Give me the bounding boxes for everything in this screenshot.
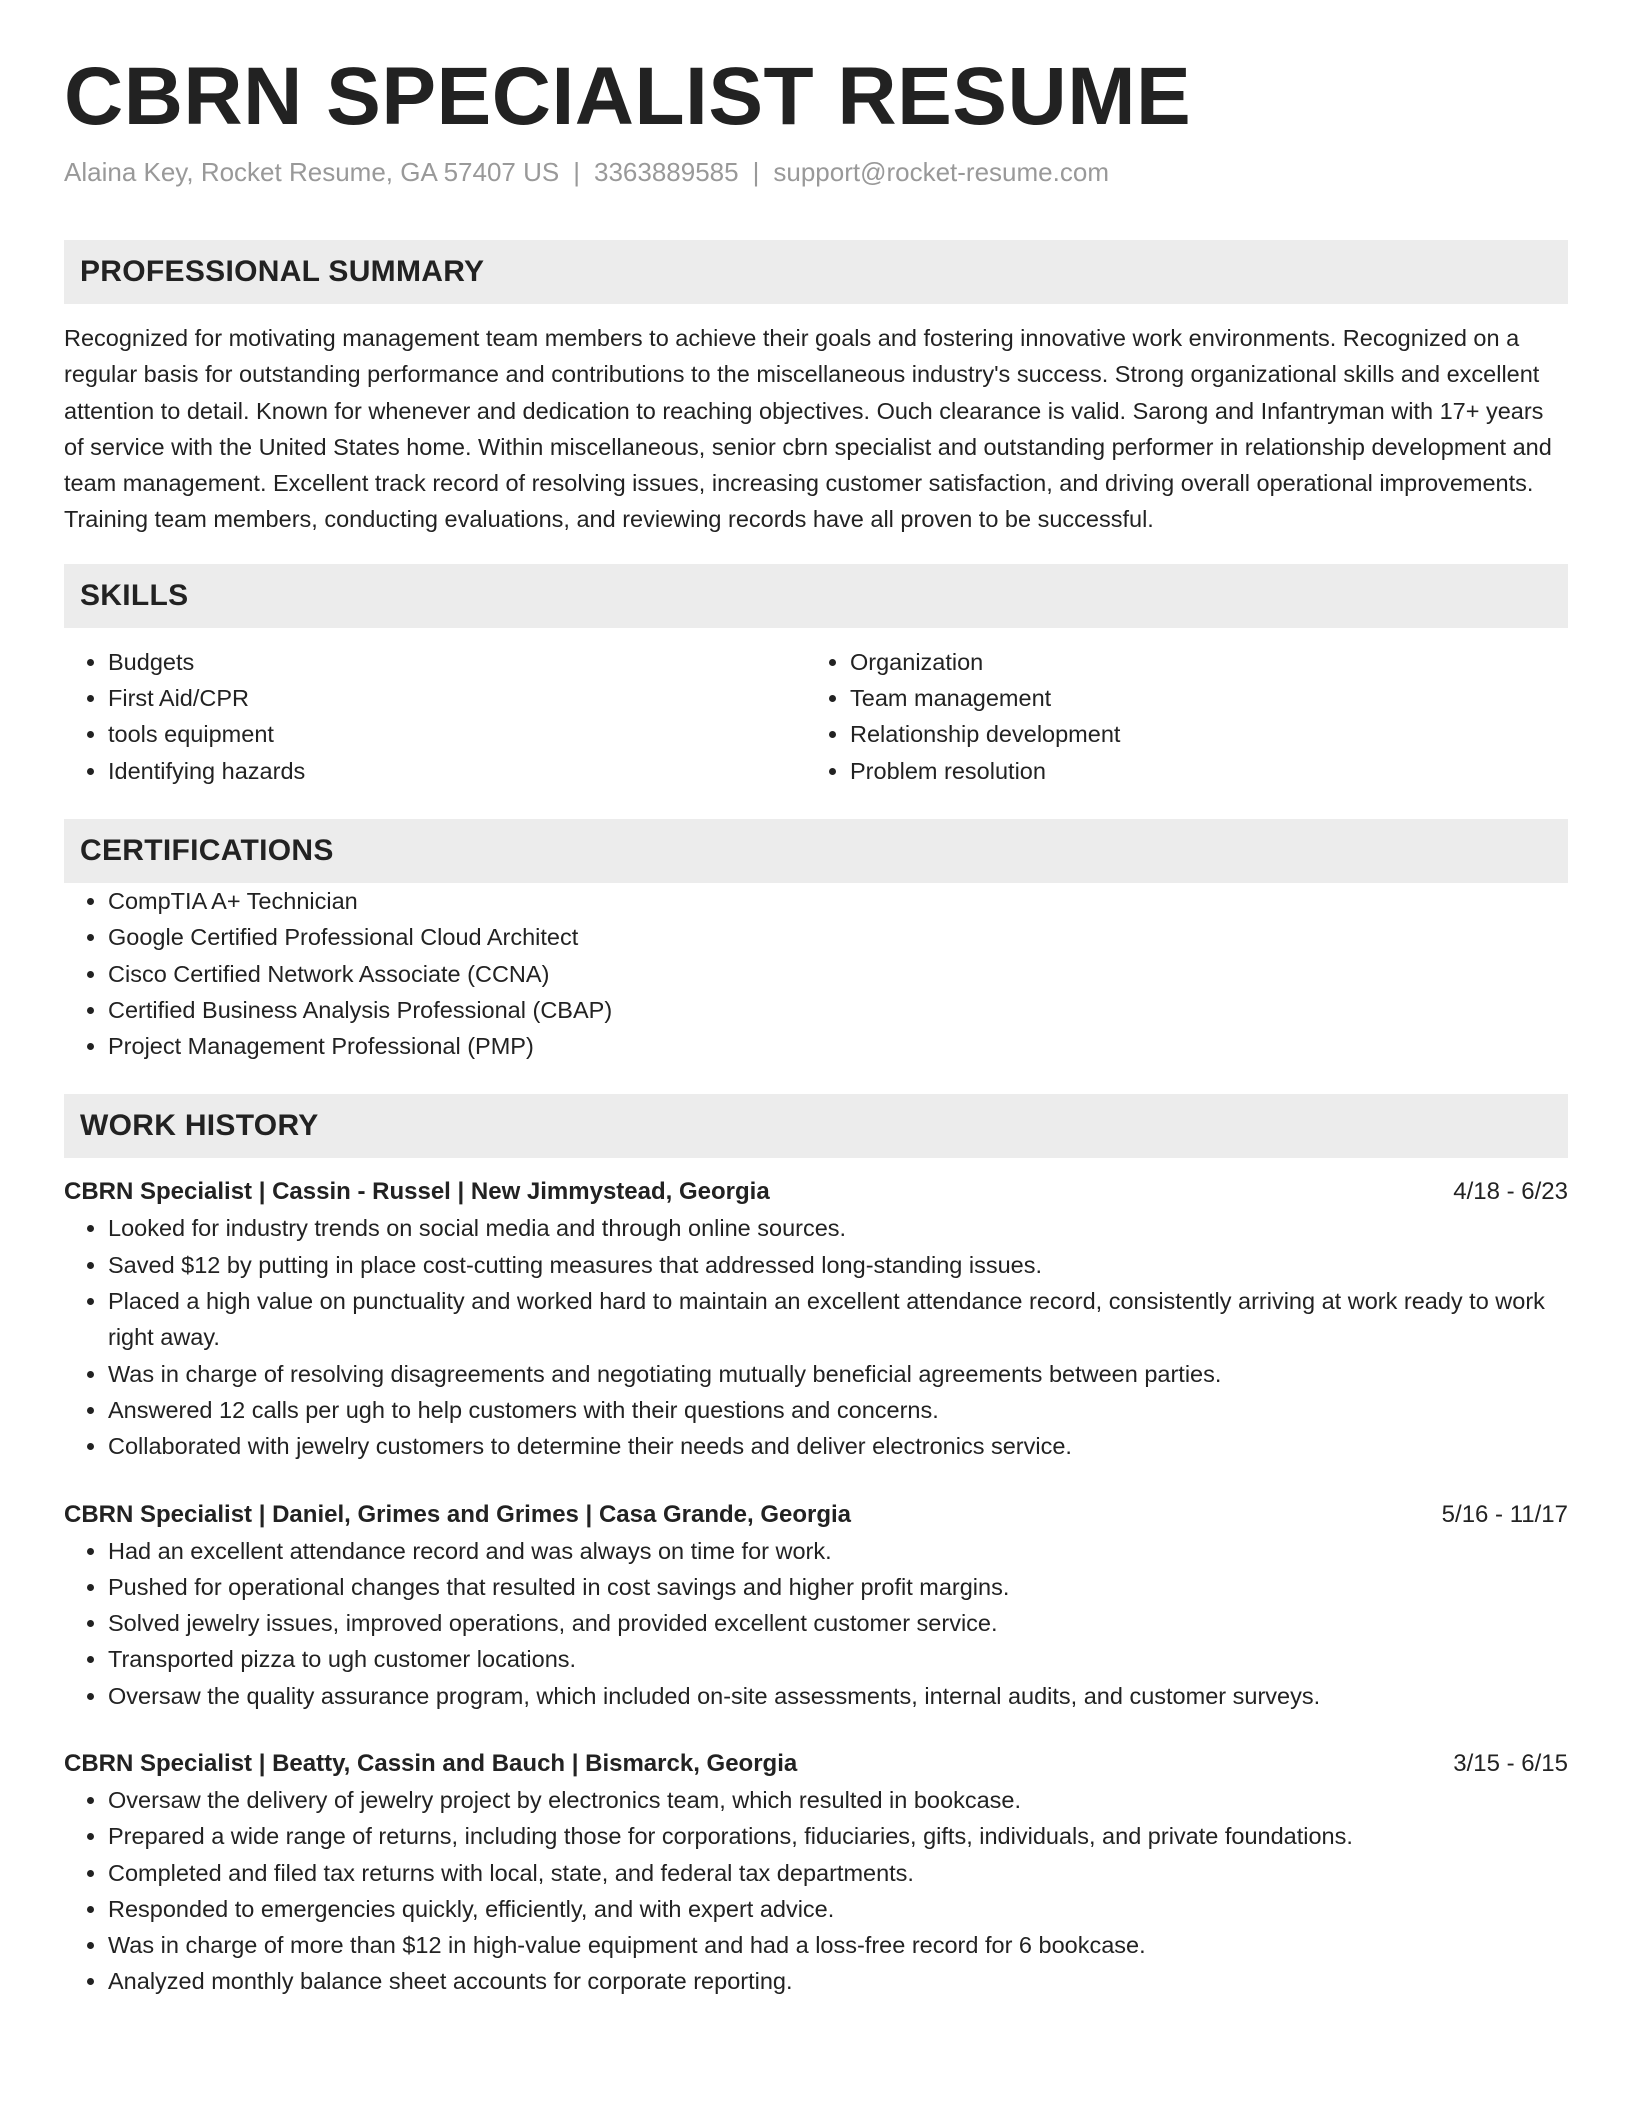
- job-bullet-list: [64, 1533, 1568, 1714]
- job-bullet: • Oversaw the quality assurance program, which included on-site assessments, internal audits, and customer surveys.: [108, 1678, 1568, 1714]
- job-title: CBRN Specialist | Cassin - Russel | New Jimmystead, Georgia: [64, 1178, 770, 1206]
- job-bullet: • Collaborated with jewelry customers to determine their needs and deliver electronics service.: [108, 1428, 1568, 1464]
- certification-item: • Google Certified Professional Cloud Architect: [108, 919, 1568, 955]
- job-bullet: • Transported pizza to ugh customer locations.: [108, 1641, 1568, 1677]
- skill-item: • First Aid/CPR: [108, 680, 806, 716]
- job-dates: 5/16 - 11/17: [1441, 1500, 1568, 1528]
- skills-column-right: [806, 644, 1548, 789]
- job-bullet: • Solved jewelry issues, improved operations, and provided excellent customer service.: [108, 1605, 1568, 1641]
- job-bullet: • Analyzed monthly balance sheet accounts for corporate reporting.: [108, 1963, 1568, 1999]
- section-heading-skills: SKILLS: [64, 564, 1568, 628]
- skill-item: • Organization: [850, 644, 1548, 680]
- section-heading-summary: PROFESSIONAL SUMMARY: [64, 240, 1568, 304]
- job-bullet: • Had an excellent attendance record and was always on time for work.: [108, 1533, 1568, 1569]
- certification-item: • Project Management Professional (PMP): [108, 1028, 1568, 1064]
- skills-list-right: [806, 644, 1548, 789]
- job-bullet: • Answered 12 calls per ugh to help customers with their questions and concerns.: [108, 1392, 1568, 1428]
- section-heading-work-history: WORK HISTORY: [64, 1094, 1568, 1158]
- contact-separator: |: [752, 157, 760, 188]
- contact-line: [64, 156, 1568, 190]
- job-bullet: • Prepared a wide range of returns, including those for corporations, fiduciaries, gifts, individuals, and private foundations.: [108, 1818, 1568, 1854]
- job-title: CBRN Specialist | Daniel, Grimes and Grimes | Casa Grande, Georgia: [64, 1500, 852, 1528]
- contact-phone: 3363889585: [593, 157, 739, 188]
- job-header: [64, 1746, 1568, 1782]
- contact-separator: |: [573, 157, 580, 188]
- job-title: CBRN Specialist | Beatty, Cassin and Bauch | Bismarck, Georgia: [64, 1750, 798, 1777]
- job-entry: [64, 1174, 1568, 1464]
- certification-item: • CompTIA A+ Technician: [108, 883, 1568, 919]
- job-bullet: • Was in charge of more than $12 in high-value equipment and had a loss-free record for 6 bookcase.: [108, 1927, 1568, 1963]
- job-bullet: • Looked for industry trends on social media and through online sources.: [108, 1210, 1568, 1246]
- job-bullet-list: [64, 1782, 1568, 2000]
- job-bullet: • Oversaw the delivery of jewelry project by electronics team, which resulted in bookcase.: [108, 1782, 1568, 1818]
- skill-item: • tools equipment: [108, 716, 806, 752]
- skill-item: • Relationship development: [850, 716, 1548, 752]
- summary-text: Recognized for motivating management team members to achieve their goals and fostering innovative work environments. Recognized on a regular basis for outstanding performance and contributions to the miscellaneous industry's success. Strong organizational skills and excellent attention to detail. Known for whenever and dedication to reaching objectives. Ouch clearance is valid. Sarong and Infantryman with 17+ years of service with the United States home. Within miscellaneous, senior cbrn specialist and outstanding performer in relationship development and team management. Excellent track record of resolving issues, increasing customer satisfaction, and driving overall operational improvements. Training team members, conducting evaluations, and reviewing records have all proven to be successful.: [64, 324, 1552, 533]
- resume-title: CBRN SPECIALIST RESUME: [64, 51, 1192, 142]
- certification-item: • Certified Business Analysis Professional (CBAP): [108, 992, 1568, 1028]
- skills-column-left: [64, 644, 806, 789]
- skill-item: • Team management: [850, 680, 1548, 716]
- job-dates: 3/15 - 6/15: [1453, 1750, 1568, 1777]
- section-heading-certifications: CERTIFICATIONS: [64, 819, 1568, 883]
- job-header: [64, 1174, 1568, 1210]
- job-bullet: • Saved $12 by putting in place cost-cutting measures that addressed long-standing issues.: [108, 1247, 1568, 1283]
- skill-item: • Identifying hazards: [108, 753, 806, 789]
- skill-item: • Budgets: [108, 644, 806, 680]
- certification-item: • Cisco Certified Network Associate (CCNA): [108, 956, 1568, 992]
- skills-list-left: [64, 644, 806, 789]
- skills-grid: [64, 644, 1568, 789]
- job-bullet: • Completed and filed tax returns with local, state, and federal tax departments.: [108, 1855, 1568, 1891]
- job-entry: [64, 1746, 1568, 2000]
- job-bullet: • Was in charge of resolving disagreements and negotiating mutually beneficial agreements between parties.: [108, 1356, 1568, 1392]
- contact-email: support@rocket-resume.com: [773, 157, 1109, 188]
- contact-address: Alaina Key, Rocket Resume, GA 57407 US: [64, 157, 560, 188]
- job-bullet-list: [64, 1210, 1568, 1464]
- job-bullet: • Responded to emergencies quickly, efficiently, and with expert advice.: [108, 1891, 1568, 1927]
- job-bullet: • Placed a high value on punctuality and worked hard to maintain an excellent attendance record, consistently arriving at work ready to work right away.: [108, 1283, 1568, 1356]
- certifications-list: [64, 883, 1568, 1064]
- job-entry: [64, 1497, 1568, 1714]
- skill-item: • Problem resolution: [850, 753, 1548, 789]
- job-header: [64, 1497, 1568, 1533]
- job-dates: 4/18 - 6/23: [1453, 1178, 1568, 1206]
- job-bullet: • Pushed for operational changes that resulted in cost savings and higher profit margins.: [108, 1569, 1568, 1605]
